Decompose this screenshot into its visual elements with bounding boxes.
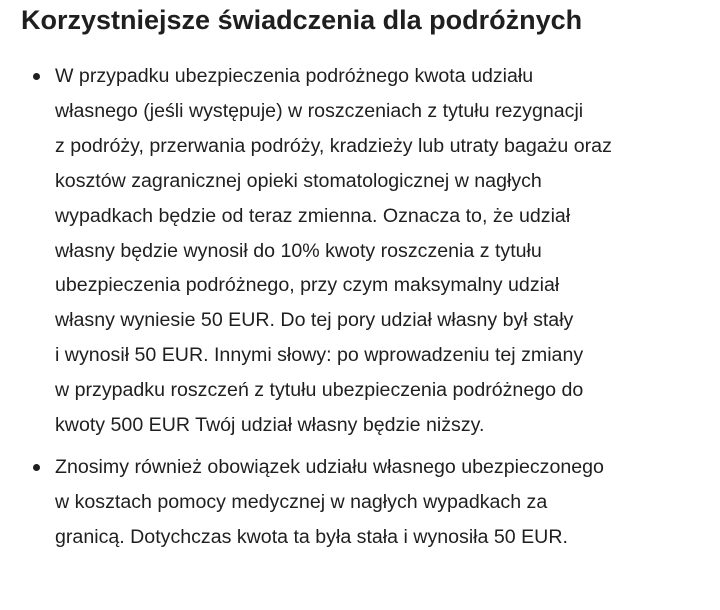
list-item-text-line: własny wyniesie 50 EUR. Do tej pory udział własny był stały — [55, 309, 574, 332]
list-item-text-line: własny będzie wynosił do 10% kwoty roszczenia z tytułu — [55, 239, 542, 262]
list-item-text-line: granicą. Dotychczas kwota ta była stała i wynosiła 50 EUR. — [55, 525, 568, 548]
list-item — [0, 59, 612, 443]
list-item-text-line: wypadkach będzie od teraz zmienna. Oznacza to, że udział — [55, 204, 571, 227]
bullet-icon — [33, 464, 40, 471]
list-item-text-line: W przypadku ubezpieczenia podróżnego kwota udziału — [55, 65, 534, 87]
bullet-icon — [33, 73, 40, 80]
list-item-text-line: kwoty 500 EUR Twój udział własny będzie niższy. — [55, 414, 485, 437]
benefits-list — [0, 59, 612, 562]
list-item-text-line: własnego (jeśli występuje) w roszczeniach z tytułu rezygnacji — [55, 99, 584, 122]
section-heading: Korzystniejsze świadczenia dla podróżnych — [21, 5, 583, 35]
list-item-text-line: ubezpieczenia podróżnego, przy czym maksymalny udział — [55, 274, 560, 297]
list-item-text-line: i wynosił 50 EUR. Innymi słowy: po wprowadzeniu tej zmiany — [55, 344, 584, 367]
list-item-text-line: w przypadku roszczeń z tytułu ubezpieczenia podróżnego do — [55, 379, 584, 402]
list-item-text-line: kosztów zagranicznej opieki stomatologicznej w nagłych — [55, 169, 542, 192]
list-item-text-line: w kosztach pomocy medycznej w nagłych wypadkach za — [55, 490, 548, 513]
list-item-text-line: z podróży, przerwania podróży, kradzieży lub utraty bagażu oraz — [55, 134, 612, 157]
list-item-text-line: Znosimy również obowiązek udziału własnego ubezpieczonego — [55, 455, 604, 478]
list-item — [0, 450, 612, 555]
